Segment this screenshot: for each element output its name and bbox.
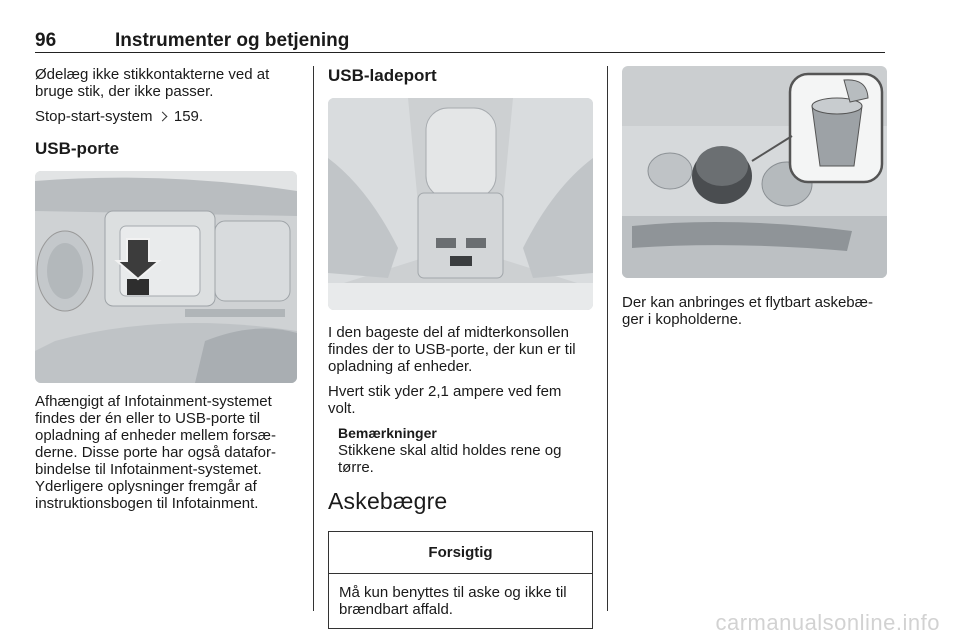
- ref-text: Stop-start-system: [35, 108, 153, 125]
- paragraph-ashtray: Der kan anbringes et flytbart askebæ-ger i kopholderne.: [622, 294, 873, 328]
- page-title: Instrumenter og betjening: [115, 30, 350, 51]
- caution-box: [328, 531, 593, 629]
- arrow-ref-icon: [157, 112, 167, 122]
- watermark: carmanualsonline.info: [715, 610, 940, 635]
- column-1: [35, 66, 297, 520]
- column-divider-2: [607, 66, 608, 611]
- caution-title: Forsigtig: [329, 532, 592, 574]
- header-rule: [35, 52, 885, 53]
- heading-usb-ladeport: USB-ladeport: [328, 66, 437, 85]
- note-title: Bemærkninger: [338, 425, 437, 441]
- note-text: Stikkene skal altid holdes rene og tørre.: [338, 442, 562, 476]
- usb-port-front-image: [35, 171, 297, 383]
- paragraph-usb-description: Afhængigt af Infotainment-systemet findes der én eller to USB-porte til opladning af enheder mellem forsæ-derne. Disse porte har også datafor-bindelse til Infotainment-systemet. Yderligere oplysninger fremgår af instruktionsbogen til Infotainment.: [35, 393, 276, 512]
- page-number: 96: [35, 30, 57, 51]
- paragraph-rear-usb: I den bageste del af midterkonsollen findes der to USB-porte, der kun er til opladning af enheder.: [328, 324, 576, 375]
- heading-usb-porte: USB-porte: [35, 139, 120, 158]
- heading-askebaegre: Askebægre: [328, 488, 448, 514]
- ref-page-link[interactable]: 159.: [173, 108, 204, 125]
- column-2: [328, 66, 593, 629]
- usb-charging-port-image: [328, 98, 593, 310]
- page-header: [35, 30, 885, 54]
- paragraph-ampere: Hvert stik yder 2,1 ampere ved fem volt.: [328, 383, 562, 417]
- column-divider-1: [313, 66, 314, 611]
- paragraph-stop-start-ref: [35, 108, 297, 125]
- ashtray-cupholder-image: [622, 66, 887, 278]
- column-3: [622, 66, 887, 336]
- caution-text: Må kun benyttes til aske og ikke til brændbart affald.: [339, 584, 567, 618]
- paragraph-socket-warning: Ødelæg ikke stikkontakterne ved at bruge stik, der ikke passer.: [35, 66, 270, 100]
- note-block: [338, 425, 593, 476]
